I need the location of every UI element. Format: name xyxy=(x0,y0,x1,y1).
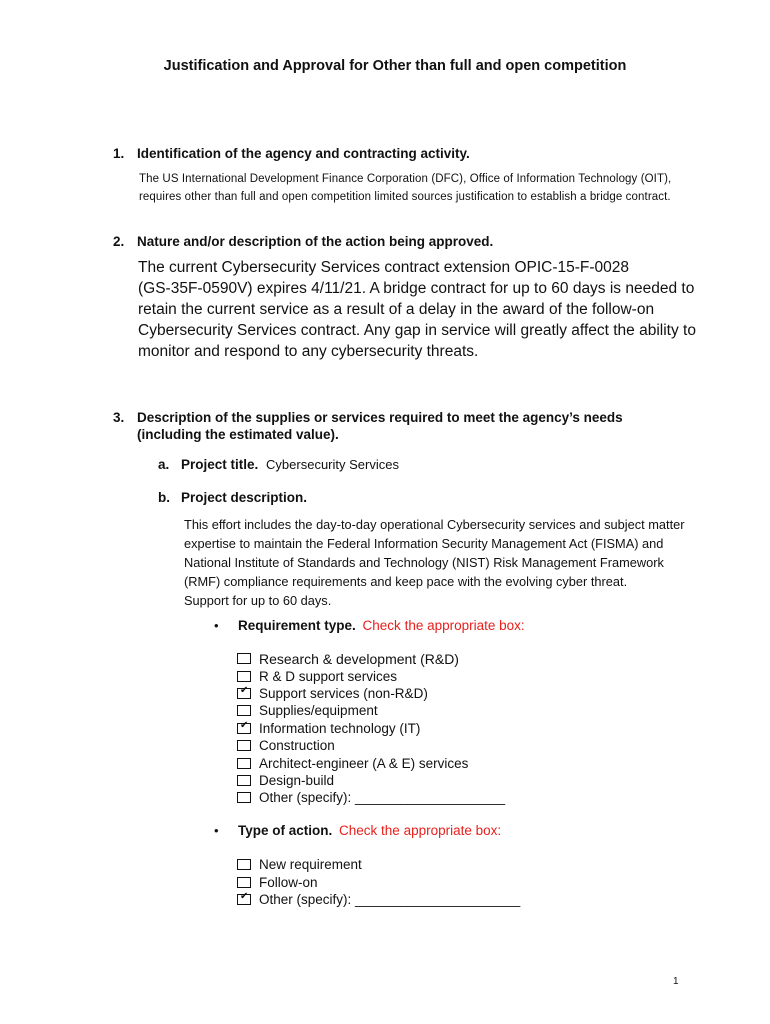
project-description-heading: Project description. xyxy=(181,490,308,505)
section-1-line: The US International Development Finance Corporation (DFC), Office of Information Technology (OIT), xyxy=(139,173,672,185)
checkbox-option[interactable] xyxy=(237,685,505,702)
checkbox-option[interactable] xyxy=(237,789,505,806)
option-label: Support services (non-R&D) xyxy=(259,685,428,701)
document-title: Justification and Approval for Other than full and open competition xyxy=(163,58,627,74)
option-label: Supplies/equipment xyxy=(259,703,378,719)
checkbox-new-requirement[interactable] xyxy=(237,859,251,870)
checkbox-option[interactable] xyxy=(237,702,505,719)
checkbox-option[interactable] xyxy=(237,873,520,890)
page-number: 1 xyxy=(673,976,679,987)
option-label: Other (specify): ____________________ xyxy=(259,790,506,806)
section-2-title: Nature and/or description of the action being approved. xyxy=(137,234,494,249)
checkbox-other[interactable] xyxy=(237,792,251,803)
option-label: Architect-engineer (A & E) services xyxy=(259,755,469,771)
checkbox-information-technology[interactable] xyxy=(237,723,251,734)
section-3-number: 3. xyxy=(113,410,125,425)
bullet-icon: • xyxy=(214,823,219,838)
requirement-type-instruction: Check the appropriate box: xyxy=(362,618,525,633)
option-label: New requirement xyxy=(259,857,362,873)
checkbox-option[interactable] xyxy=(237,667,505,684)
checkbox-research-development[interactable] xyxy=(237,653,251,664)
section-3-heading xyxy=(113,409,623,443)
checkbox-option[interactable] xyxy=(237,856,520,873)
project-title-heading: Project title. xyxy=(181,457,259,472)
section-3-title-line: Description of the supplies or services required to meet the agency’s needs xyxy=(137,410,623,425)
checkbox-architect-engineer[interactable] xyxy=(237,758,251,769)
project-title-row xyxy=(158,457,399,472)
action-type-options xyxy=(237,856,520,908)
section-1-heading xyxy=(113,145,470,162)
section-2-line: retain the current service as a result of a delay in the award of the follow-on xyxy=(138,301,655,318)
checkbox-action-other[interactable] xyxy=(237,894,251,905)
checkbox-supplies-equipment[interactable] xyxy=(237,705,251,716)
checkbox-option[interactable] xyxy=(237,754,505,771)
checkbox-support-services[interactable] xyxy=(237,688,251,699)
checkbox-option[interactable] xyxy=(237,737,505,754)
checkbox-follow-on[interactable] xyxy=(237,877,251,888)
section-2-number: 2. xyxy=(113,234,125,249)
requirement-type-options xyxy=(237,650,505,807)
item-a-label: a. xyxy=(158,457,170,472)
section-1-number: 1. xyxy=(113,146,125,161)
section-1-body xyxy=(139,170,671,206)
checkbox-option[interactable] xyxy=(237,650,505,667)
project-description-body xyxy=(184,515,685,610)
action-type-row xyxy=(214,823,501,838)
section-2-body xyxy=(138,257,696,362)
description-line: expertise to maintain the Federal Information Security Management Act (FISMA) and xyxy=(184,536,664,551)
option-label: R & D support services xyxy=(259,668,398,684)
requirement-type-label: Requirement type. xyxy=(238,618,356,633)
action-type-instruction: Check the appropriate box: xyxy=(339,823,502,838)
description-line: Support for up to 60 days. xyxy=(184,593,332,608)
checkbox-design-build[interactable] xyxy=(237,775,251,786)
option-label: Other (specify): ______________________ xyxy=(259,891,521,907)
section-2-line: Cybersecurity Services contract. Any gap in service will greatly affect the ability to xyxy=(138,322,696,339)
option-label: Construction xyxy=(259,738,335,754)
project-description-heading-row xyxy=(158,490,307,505)
checkbox-option[interactable] xyxy=(237,772,505,789)
section-2-line: (GS-35F-0590V) expires 4/11/21. A bridge contract for up to 60 days is needed to xyxy=(138,280,695,297)
description-line: This effort includes the day-to-day operational Cybersecurity services and subject matter xyxy=(184,517,685,532)
action-type-label: Type of action. xyxy=(238,823,333,838)
section-3-title-line: (including the estimated value). xyxy=(137,427,339,442)
checkbox-construction[interactable] xyxy=(237,740,251,751)
section-2-heading xyxy=(113,233,493,250)
option-label: Information technology (IT) xyxy=(259,720,421,736)
checkbox-option[interactable] xyxy=(237,891,520,908)
option-label: Research & development (R&D) xyxy=(259,650,459,667)
description-line: National Institute of Standards and Technology (NIST) Risk Management Framework xyxy=(184,555,664,570)
project-title-value: Cybersecurity Services xyxy=(266,457,399,472)
section-1-title: Identification of the agency and contracting activity. xyxy=(137,146,470,161)
checkbox-rd-support[interactable] xyxy=(237,671,251,682)
checkbox-option[interactable] xyxy=(237,720,505,737)
item-b-label: b. xyxy=(158,490,170,505)
bullet-icon: • xyxy=(214,618,219,633)
requirement-type-row xyxy=(214,618,525,633)
section-2-line: monitor and respond to any cybersecurity threats. xyxy=(138,343,479,360)
option-label: Follow-on xyxy=(259,874,318,890)
section-1-line: requires other than full and open competition limited sources justification to establish a bridge contract. xyxy=(139,191,671,203)
section-2-line: The current Cybersecurity Services contract extension OPIC-15-F-0028 xyxy=(138,259,630,276)
option-label: Design-build xyxy=(259,772,335,788)
description-line: (RMF) compliance requirements and keep pace with the evolving cyber threat. xyxy=(184,574,628,589)
